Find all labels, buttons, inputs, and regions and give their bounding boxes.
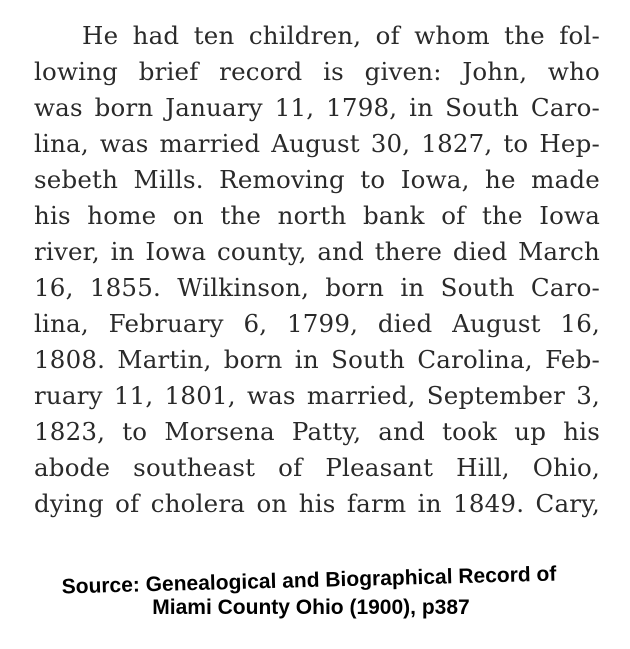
text-line: lowing brief record is given: John, who [34,57,600,86]
text-line: sebeth Mills. Removing to Iowa, he made [34,165,600,194]
scanned-text-block [34,18,600,522]
text-line: 1823, to Morsena Patty, and took up his [34,417,600,446]
text-line: He had ten children, of whom the fol- [82,21,600,50]
text-line: river, in Iowa county, and there died March [34,237,600,266]
source-caption-line-1: Source: Genealogical and Biographical Record of [61,562,557,599]
text-line: ruary 11, 1801, was married, September 3, [34,381,600,410]
text-line: his home on the north bank of the Iowa [34,201,600,230]
text-line: 16, 1855. Wilkinson, born in South Caro- [34,273,600,302]
source-caption-line-2: Miami County Ohio (1900), p387 [152,596,470,619]
text-line: 1808. Martin, born in South Carolina, Feb- [34,345,600,374]
text-line: dying of cholera on his farm in 1849. Cary, [34,489,600,518]
text-line: lina, was married August 30, 1827, to Hep- [34,129,600,158]
text-line: lina, February 6, 1799, died August 16, [34,309,600,338]
text-line: abode southeast of Pleasant Hill, Ohio, [34,453,600,482]
text-line: was born January 11, 1798, in South Caro- [34,93,600,122]
